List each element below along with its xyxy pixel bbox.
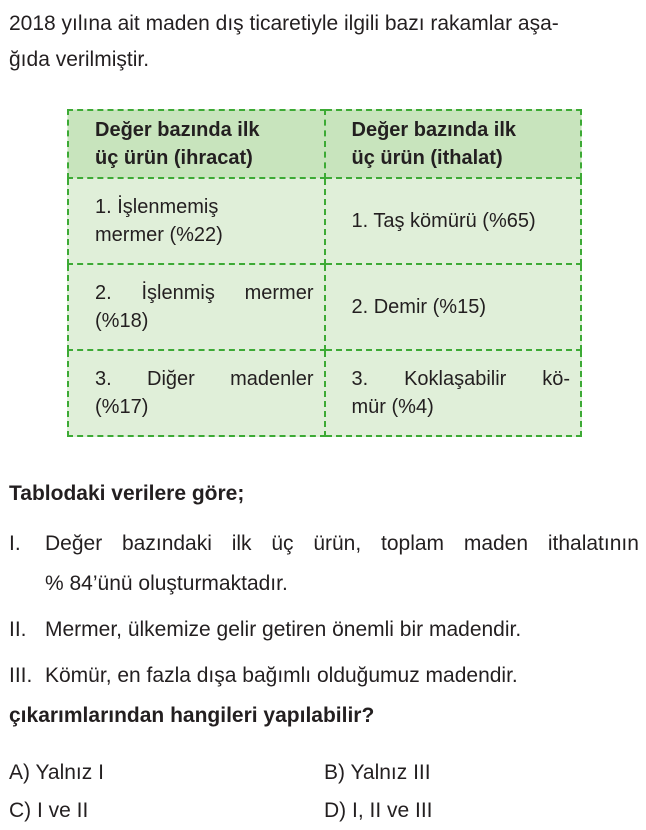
export-cell-2 — [68, 264, 325, 350]
export-cell-3-line-1 — [95, 365, 314, 393]
import-cell-2 — [325, 264, 582, 350]
intro-paragraph — [9, 6, 637, 78]
export-cell-2-line-1 — [95, 279, 314, 307]
statement-i-word: ürün, — [313, 532, 362, 555]
statement-list — [9, 524, 639, 696]
import-cell-3-word-3: kö- — [542, 368, 570, 390]
import-cell-3-line-2: mür (%4) — [351, 396, 434, 418]
import-cell-3-word-1: 3. — [351, 368, 369, 390]
header-import-line-2: üç ürün (ithalat) — [351, 147, 503, 169]
header-export — [68, 110, 325, 178]
statement-i-line-2: % 84’ünü oluşturmaktadır. — [45, 572, 288, 595]
option-b[interactable]: B) Yalnız III — [324, 761, 431, 784]
import-cell-2-line-1: 2. Demir (%15) — [351, 296, 486, 318]
statement-text: Mermer, ülkemize gelir getiren önemli bir madendir. — [45, 618, 522, 641]
option-c[interactable]: C) I ve II — [9, 799, 89, 822]
header-export-line-2: üç ürün (ihracat) — [95, 147, 253, 169]
export-cell-1-line-2: mermer (%22) — [95, 224, 223, 246]
table-row — [68, 178, 581, 264]
statement-i-word: Değer — [45, 532, 103, 555]
statement-number: I. — [9, 532, 21, 555]
statement-i — [9, 524, 639, 604]
export-cell-1-line-1: 1. İşlenmemiş — [95, 196, 219, 218]
statement-i-word: bazındaki — [122, 532, 212, 555]
answer-options — [9, 754, 639, 830]
statement-i-word: üç — [271, 532, 294, 555]
statement-i-line-1 — [45, 524, 639, 564]
export-cell-2-word-2: İşlenmiş — [141, 282, 215, 304]
option-row — [9, 754, 639, 792]
export-cell-3 — [68, 350, 325, 436]
header-export-line-1: Değer bazında ilk — [95, 119, 260, 141]
statement-number: II. — [9, 618, 27, 641]
question-title: Tablodaki verilere göre; — [9, 482, 245, 505]
table-row — [68, 264, 581, 350]
mining-trade-table — [67, 109, 582, 437]
question-prompt: çıkarımlarından hangileri yapılabilir? — [9, 704, 375, 727]
export-cell-1 — [68, 178, 325, 264]
option-d[interactable]: D) I, II ve III — [324, 799, 433, 822]
option-row — [9, 792, 639, 830]
statement-text — [45, 524, 639, 604]
import-cell-3-word-2: Koklaşabilir — [404, 368, 507, 390]
statement-i-word: maden — [463, 532, 529, 555]
import-cell-3-line-1 — [352, 365, 571, 393]
statement-number: III. — [9, 664, 33, 687]
export-cell-3-word-1: 3. — [95, 368, 112, 390]
header-import — [325, 110, 582, 178]
export-cell-2-word-1: 2. — [95, 282, 112, 304]
export-cell-3-word-3: madenler — [230, 368, 314, 390]
intro-line-2: ğıda verilmiştir. — [9, 48, 150, 71]
option-a[interactable]: A) Yalnız I — [9, 761, 104, 784]
header-import-line-1: Değer bazında ilk — [351, 119, 516, 141]
intro-line-1: 2018 yılına ait maden dış ticaretiyle ilgili bazı rakamlar aşa- — [9, 12, 559, 35]
statement-iii — [9, 656, 639, 696]
export-cell-3-line-2: (%17) — [95, 396, 149, 418]
statement-i-word: ithalatının — [547, 532, 639, 555]
import-cell-1 — [325, 178, 582, 264]
table-row — [68, 350, 581, 436]
table-header-row — [68, 110, 581, 178]
export-cell-2-line-2: (%18) — [95, 310, 149, 332]
statement-text: Kömür, en fazla dışa bağımlı olduğumuz madendir. — [45, 664, 518, 687]
export-cell-3-word-2: Diğer — [147, 368, 195, 390]
statement-i-word: toplam — [381, 532, 445, 555]
statement-ii — [9, 610, 639, 650]
import-cell-1-line-1: 1. Taş kömürü (%65) — [351, 210, 536, 232]
export-cell-2-word-3: mermer — [244, 282, 314, 304]
import-cell-3 — [325, 350, 582, 436]
statement-i-word: ilk — [231, 532, 252, 555]
